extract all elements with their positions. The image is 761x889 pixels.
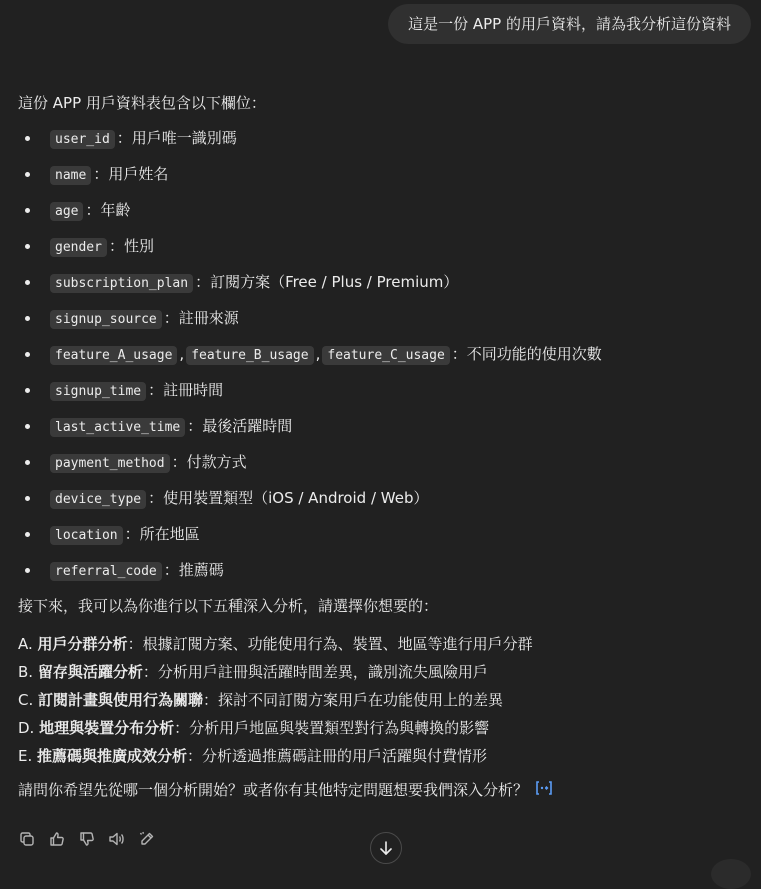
source-citation-icon[interactable] [534,779,554,803]
field-code: last_active_time [50,418,185,437]
field-code: gender [50,238,107,257]
message-actions [16,828,158,850]
field-description: ：訂閱方案（Free / Plus / Premium） [195,273,459,291]
analysis-option [18,658,748,686]
field-description: ：用戶唯一識別碼 [116,129,237,147]
closing-question-text: 請問你希望先從哪一個分析開始？或者你有其他特定問題想要我們深入分析？ [18,781,529,799]
option-title: 訂閱計畫與使用行為關聯 [38,691,204,709]
background-decoration [711,859,751,889]
field-description: ：推薦碼 [163,561,224,579]
bullet-icon [25,316,30,321]
field-code: user_id [50,130,115,149]
field-description: ：付款方式 [171,453,247,471]
field-description: ：不同功能的使用次數 [451,345,602,363]
option-title: 地理與裝置分布分析 [39,719,175,737]
field-item [18,234,748,258]
thumbs-down-icon[interactable] [76,828,98,850]
field-code: signup_time [50,382,146,401]
field-item [18,162,748,186]
field-description: ：年齡 [85,201,131,219]
intro-text: 這份 APP 用戶資料表包含以下欄位： [18,94,266,112]
bullet-icon [25,568,30,573]
bullet-icon [25,352,30,357]
field-item [18,414,748,438]
analysis-option [18,714,748,742]
field-description: ：最後活躍時間 [187,417,293,435]
bullet-icon [25,388,30,393]
field-code: feature_A_usage [50,346,177,365]
field-item [18,342,748,366]
field-code: subscription_plan [50,274,193,293]
field-separator: , [179,345,185,363]
bullet-icon [25,280,30,285]
option-description: ：根據訂閱方案、功能使用行為、裝置、地區等進行用戶分群 [127,635,533,653]
bullet-icon [25,424,30,429]
analysis-options [18,630,748,770]
bullet-icon [25,496,30,501]
option-description: ：分析用戶註冊與活躍時間差異，識別流失風險用戶 [142,663,488,681]
field-code: age [50,202,83,221]
field-item [18,378,748,402]
copy-icon[interactable] [16,828,38,850]
field-code: signup_source [50,310,162,329]
option-prefix: E. [18,747,38,765]
option-description: ：分析用戶地區與裝置類型對行為與轉換的影響 [174,719,490,737]
field-description: ：使用裝置類型（iOS / Android / Web） [148,489,429,507]
option-prefix: A. [18,635,38,653]
field-separator: , [315,345,321,363]
option-title: 用戶分群分析 [37,635,128,653]
option-description: ：分析透過推薦碼註冊的用戶活躍與付費情形 [187,747,488,765]
field-item [18,306,748,330]
analysis-option [18,630,748,658]
assistant-message [18,91,748,802]
field-item [18,198,748,222]
field-code: device_type [50,490,146,509]
option-description: ：探討不同訂閱方案用戶在功能使用上的差異 [203,691,504,709]
arrow-down-icon [379,840,393,856]
thumbs-up-icon[interactable] [46,828,68,850]
field-code: feature_C_usage [322,346,449,365]
scroll-down-button[interactable] [370,832,402,864]
field-description: ：註冊來源 [163,309,239,327]
field-item [18,126,748,150]
field-list [18,126,748,582]
field-item [18,486,748,510]
option-prefix: D. [18,719,40,737]
field-code: payment_method [50,454,170,473]
analysis-option [18,686,748,714]
bullet-icon [25,532,30,537]
bullet-icon [25,244,30,249]
bullet-icon [25,208,30,213]
bullet-icon [25,172,30,177]
field-code: name [50,166,91,185]
field-item [18,450,748,474]
field-code: referral_code [50,562,162,581]
field-description: ：用戶姓名 [93,165,169,183]
option-title: 留存與活躍分析 [37,663,143,681]
field-description: ：所在地區 [124,525,200,543]
field-code: location [50,526,123,545]
bullet-icon [25,460,30,465]
read-aloud-icon[interactable] [106,828,128,850]
option-prefix: C. [18,691,39,709]
user-message-bubble: 這是一份 APP 的用戶資料，請為我分析這份資料 [388,4,751,44]
option-title: 推薦碼與推廣成效分析 [37,747,188,765]
analysis-option [18,742,748,770]
option-prefix: B. [18,663,38,681]
field-item [18,522,748,546]
field-item [18,558,748,582]
field-description: ：性別 [108,237,154,255]
edit-icon[interactable] [136,828,158,850]
closing-question [18,778,748,802]
field-code: feature_B_usage [186,346,313,365]
field-item [18,270,748,294]
field-description: ：註冊時間 [148,381,224,399]
next-steps-text: 接下來，我可以為你進行以下五種深入分析，請選擇你想要的： [18,597,439,615]
bullet-icon [25,136,30,141]
